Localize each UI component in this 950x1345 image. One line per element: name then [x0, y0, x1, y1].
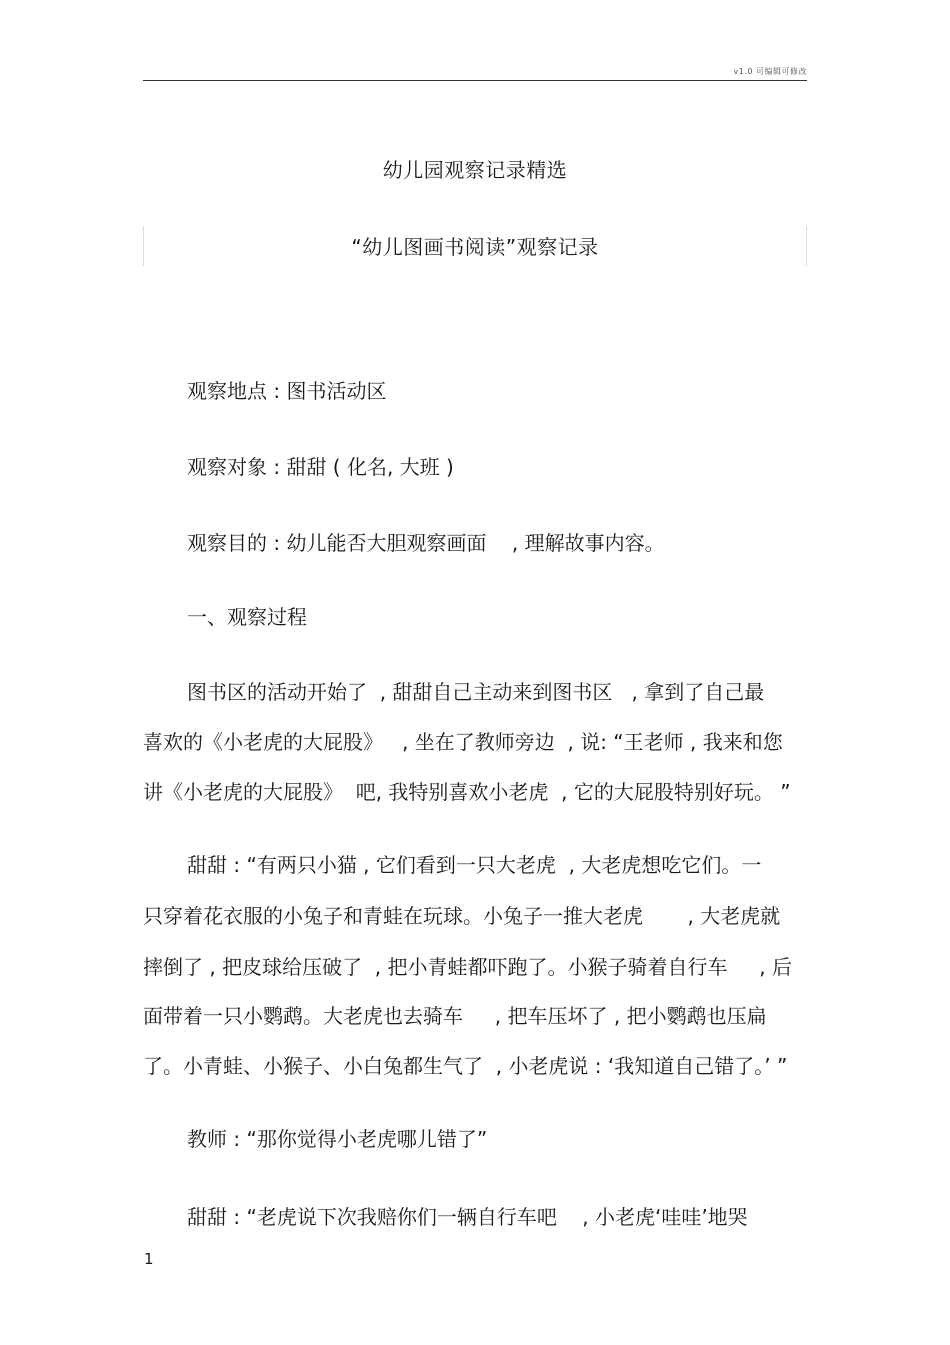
paragraph-line: 摔倒了 , 把皮球给压破了 , 把小青蛙都吓跑了。小猴子骑着自行车 , 后	[143, 955, 793, 979]
document-subtitle: “幼儿图画书阅读”观察记录	[351, 235, 599, 259]
paragraph-line: 甜甜 : “有两只小猫 , 它们看到一只大老虎 , 大老虎想吃它们。一	[187, 853, 762, 877]
paragraph-line: 只穿着花衣服的小兔子和青蛙在玩球。小兔子一推大老虎 , 大老虎就	[143, 904, 781, 928]
paragraph-line: 图书区的活动开始了 , 甜甜自己主动来到图书区 , 拿到了自己最	[187, 680, 765, 704]
paragraph-line: 了。小青蛙、小猴子、小白兔都生气了 , 小老虎说 : ‘我知道自己错了。’ ”	[143, 1054, 788, 1078]
paragraph-line: 甜甜 : “老虎说下次我赔你们一辆自行车吧 , 小老虎‘哇哇’地哭	[187, 1205, 748, 1229]
paragraph-line: 教师 : “那你觉得小老虎哪儿错了”	[187, 1127, 488, 1151]
section-heading: 一、观察过程	[187, 605, 307, 629]
observation-purpose: 观察目的 : 幼儿能否大胆观察画面 , 理解故事内容。	[187, 531, 665, 555]
paragraph-line: 喜欢的《小老虎的大屁股》 , 坐在了教师旁边 , 说: “王老师 , 我来和您	[143, 730, 783, 754]
document-title: 幼儿园观察记录精选	[382, 158, 568, 182]
paragraph-line: 面带着一只小鹦鹉。大老虎也去骑车 , 把车压坏了 , 把小鹦鹉也压扁	[143, 1004, 767, 1028]
version-note: v1.0 可编辑可修改	[733, 67, 807, 76]
observation-subject: 观察对象 : 甜甜 ( 化名, 大班 )	[187, 455, 454, 479]
header-divider	[143, 80, 807, 81]
paragraph-line: 讲《小老虎的大屁股》 吧, 我特别喜欢小老虎 , 它的大屁股特别好玩。 ”	[143, 780, 791, 804]
observation-location: 观察地点 : 图书活动区	[187, 379, 387, 403]
page-number: 1	[144, 1250, 154, 1268]
